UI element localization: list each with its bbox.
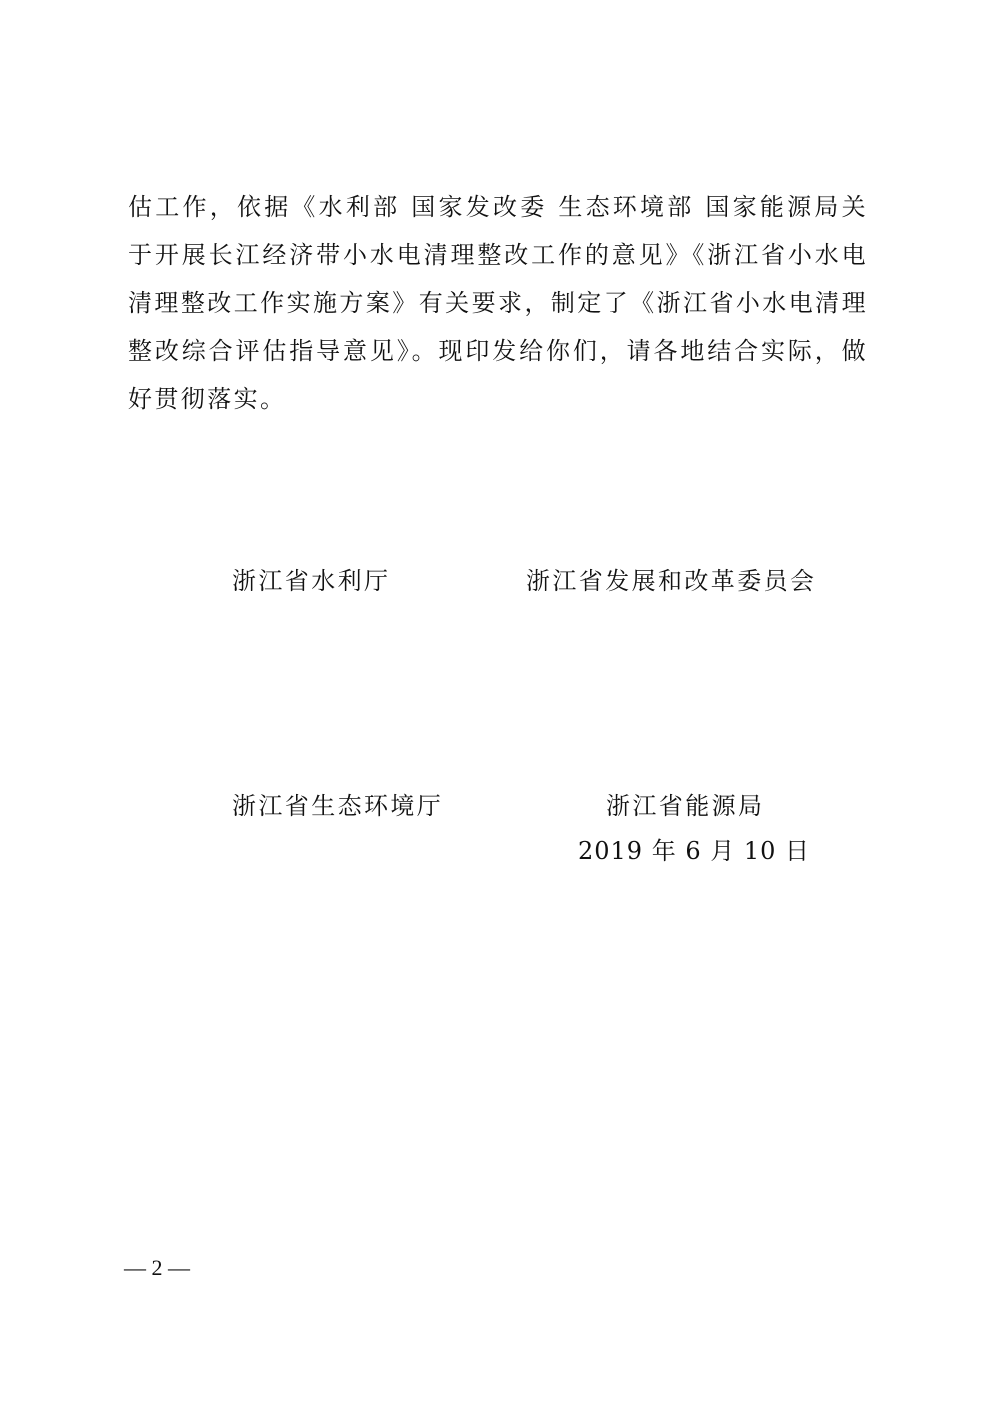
signatory-development-reform-commission: 浙江省发展和改革委员会 (526, 567, 817, 595)
signatory-ecology-environment-dept: 浙江省生态环境厅 (232, 792, 444, 820)
issue-date: 2019 年 6 月 10 日 (578, 837, 811, 865)
page-number: — 2 — (124, 1255, 190, 1280)
signatory-water-resources-dept: 浙江省水利厅 (232, 567, 391, 595)
body-paragraph: 估工作，依据《水利部 国家发改委 生态环境部 国家能源局关于开展长江经济带小水电清理整改工作的意见》《浙江省小水电清理整改工作实施方案》有关要求，制定了《浙江省小水电清理整改综合评估指导意见》。现印发给你们，请各地结合实际，做好贯彻落实。 (128, 193, 868, 413)
signatory-energy-bureau: 浙江省能源局 (606, 792, 765, 820)
